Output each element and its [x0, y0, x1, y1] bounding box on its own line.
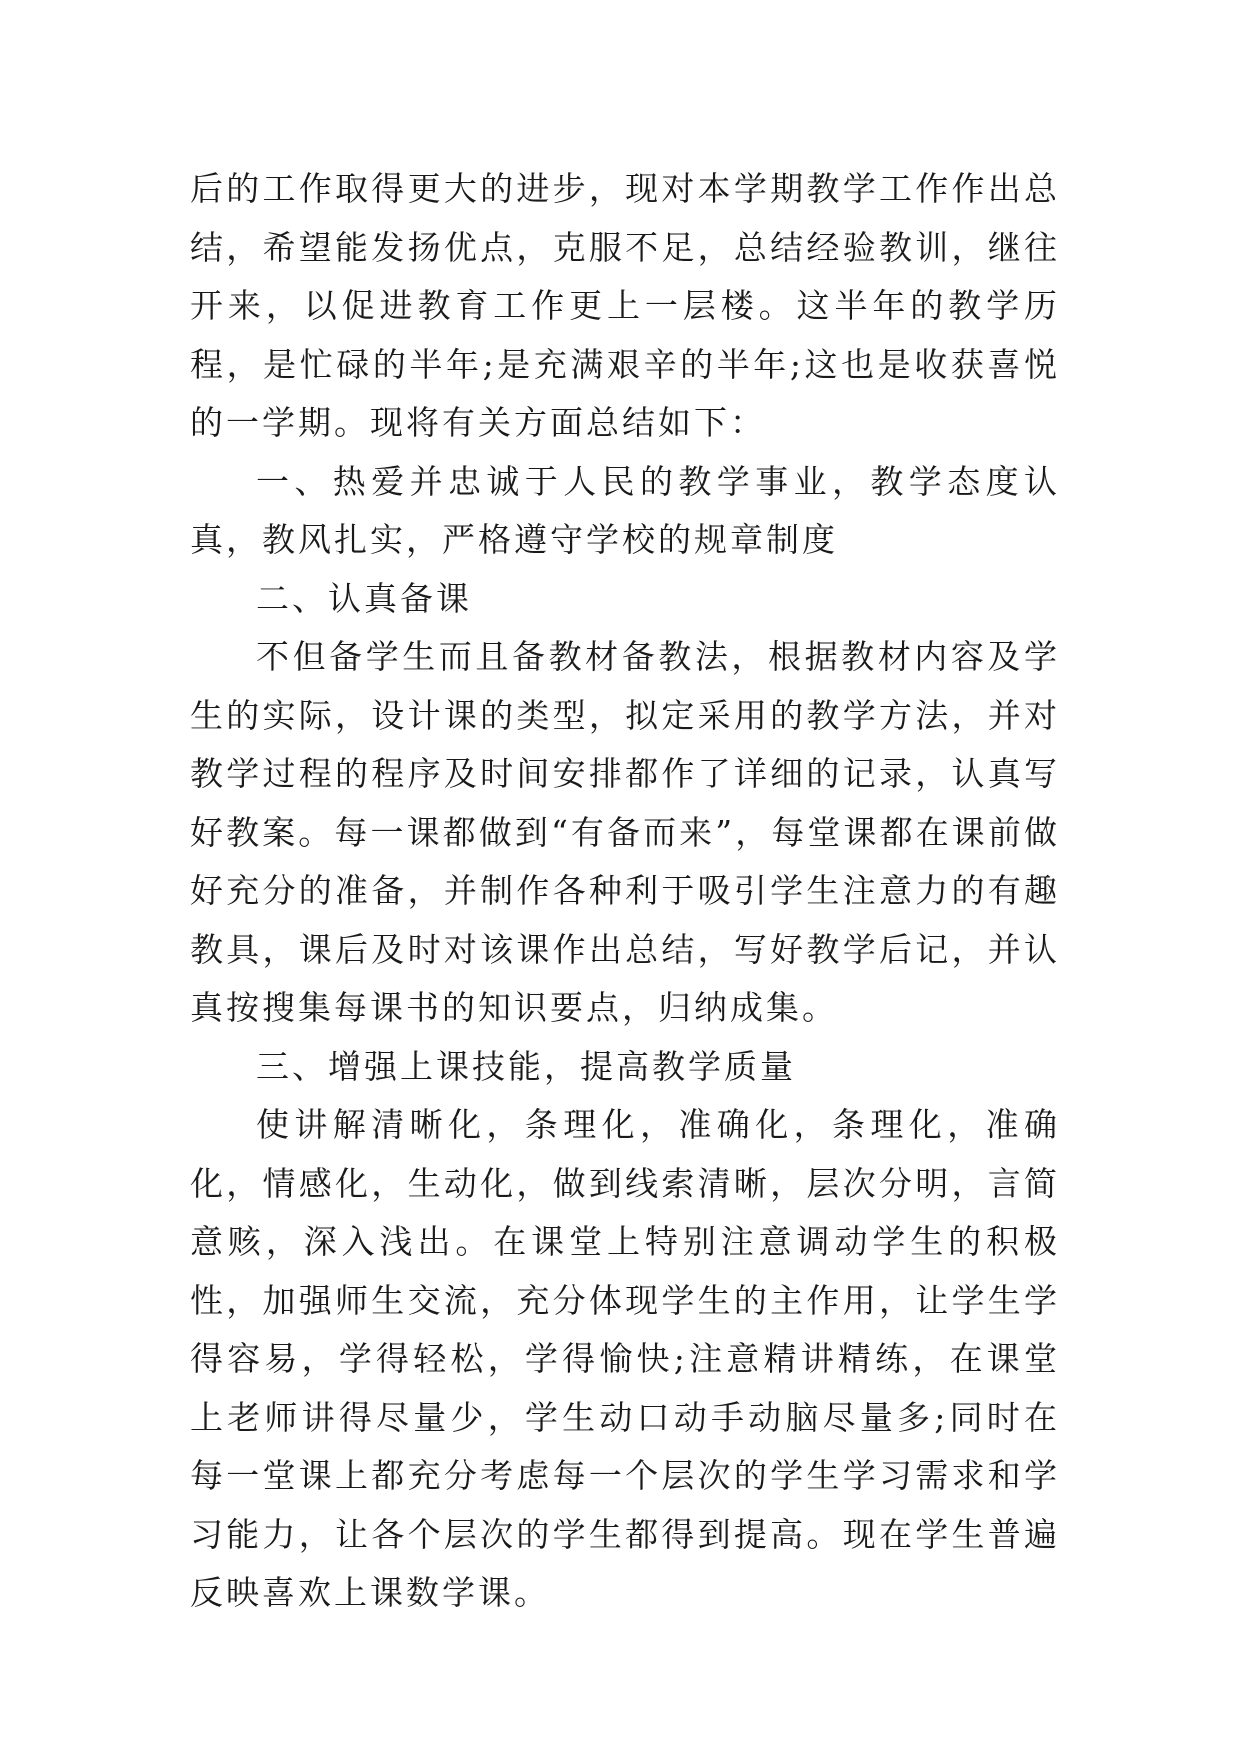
section-heading-2: 二、认真备课 — [256, 578, 472, 618]
section-heading-1: 一、热爱并忠诚于人民的教学事业，教学态度认真，教风扎实，严格遵守学校的规章制度 — [190, 461, 1060, 559]
paragraph-lesson-prep: 不但备学生而且备教材备教法，根据教材内容及学生的实际，设计课的类型，拟定采用的教学方法，并对教学过程的程序及时间安排都作了详细的记录，认真写好教案。每一课都做到“有备而来”，每堂课都在课前做好充分的准备，并制作各种利于吸引学生注意力的有趣教具，课后及时对该课作出总结，写好教学后记，并认真按搜集每课书的知识要点，归纳成集。 — [190, 637, 1060, 1027]
document-page — [190, 160, 1060, 1623]
section-heading-3: 三、增强上课技能，提高教学质量 — [256, 1046, 796, 1086]
paragraph-teaching-quality: 使讲解清晰化，条理化，准确化，条理化，准确化，情感化，生动化，做到线索清晰，层次分明，言简意赅，深入浅出。在课堂上特别注意调动学生的积极性，加强师生交流，充分体现学生的主作用，让学生学得容易，学得轻松，学得愉快;注意精讲精练，在课堂上老师讲得尽量少，学生动口动手动脑尽量多;同时在每一堂课上都充分考虑每一个层次的学生学习需求和学习能力，让各个层次的学生都得到提高。现在学生普遍反映喜欢上课数学课。 — [190, 1105, 1060, 1612]
paragraph-intro: 后的工作取得更大的进步，现对本学期教学工作作出总结，希望能发扬优点，克服不足，总结经验教训，继往开来，以促进教育工作更上一层楼。这半年的教学历程，是忙碌的半年;是充满艰辛的半年;这也是收获喜悦的一学期。现将有关方面总结如下： — [190, 169, 1060, 442]
